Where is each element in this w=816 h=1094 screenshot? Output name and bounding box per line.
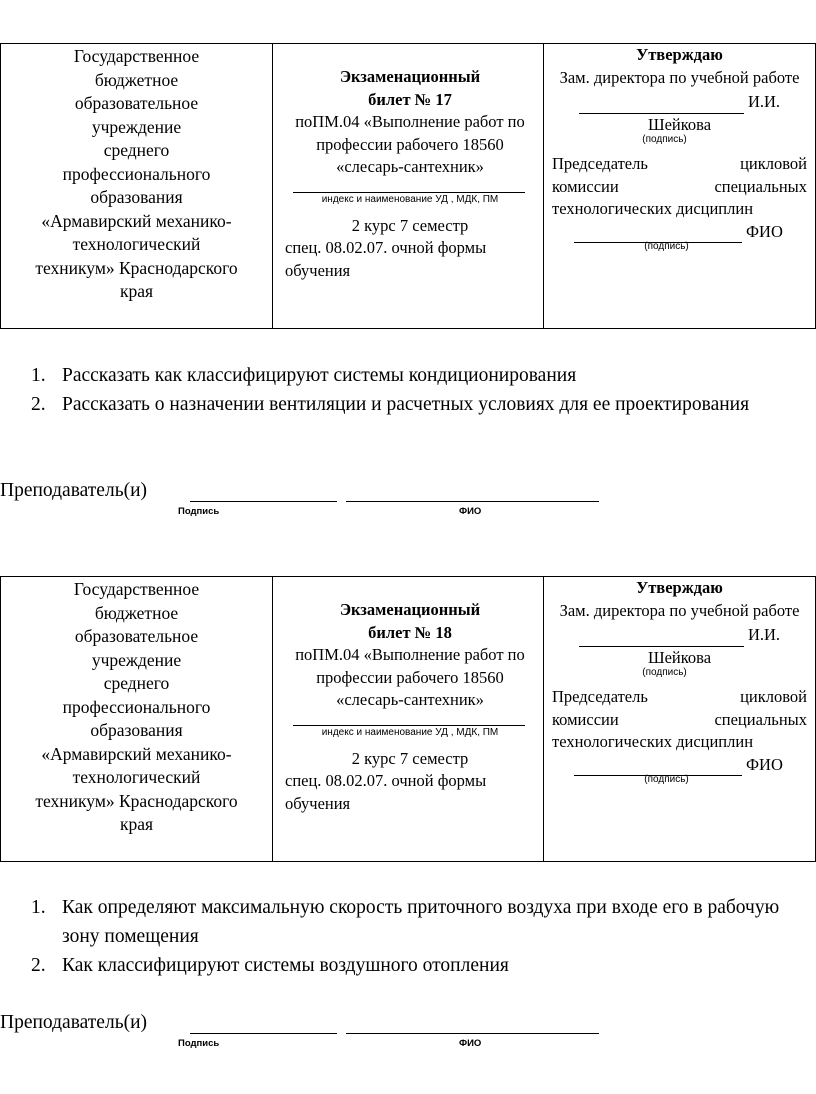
institution-line: Государственное <box>73 579 200 599</box>
institution-line: «Армавирский механико- <box>41 210 232 231</box>
fio-caption: ФИО <box>459 506 482 517</box>
institution-line: профессионального <box>62 696 211 717</box>
institution-line: образования <box>90 720 183 740</box>
question-list <box>0 893 816 980</box>
teacher-fio-line <box>346 501 599 502</box>
teacher-label: Преподаватель(и) <box>0 480 148 501</box>
deputy-signature-line <box>579 629 744 647</box>
module-name: поПМ.04 «Выполнение работ по профессии рабочего 18560 «слесарь-сантехник» <box>295 112 525 176</box>
institution-line: бюджетное <box>94 602 179 623</box>
teacher-fio-line <box>346 1033 599 1034</box>
question-list <box>0 361 816 419</box>
specialty: спец. 08.02.07. очной формы обучения <box>285 771 487 813</box>
approval-cell <box>544 44 816 329</box>
ticket-info-cell <box>273 577 544 862</box>
institution-cell <box>1 44 273 329</box>
question-item <box>0 893 816 951</box>
teacher-label: Преподаватель(и) <box>0 1012 148 1033</box>
institution-line: «Армавирский механико- <box>41 743 232 764</box>
chair-line: комиссии специальных <box>552 709 807 729</box>
institution-cell <box>1 577 273 862</box>
course-semester: 2 курс 7 семестр <box>351 748 469 768</box>
approval-cell <box>544 577 816 862</box>
ticket-header-table <box>0 43 816 329</box>
teacher-signature-line <box>190 501 337 502</box>
chair-line: технологических дисциплин <box>552 732 754 751</box>
chair-fio: ФИО <box>746 221 783 241</box>
module-caption: индекс и наименование УД , МДК, ПМ <box>321 726 499 738</box>
deputy-initials: И.И. <box>747 92 781 111</box>
signature-caption: Подпись <box>178 506 220 517</box>
approve-heading: Утверждаю <box>636 45 723 64</box>
ticket-number: билет № 18 <box>368 622 452 642</box>
institution-line: образовательное <box>74 626 199 646</box>
chair-line: комиссии специальных <box>552 176 807 196</box>
question-item <box>0 361 816 390</box>
deputy-signature-caption: (подпись) <box>642 667 687 678</box>
fio-caption: ФИО <box>459 1038 482 1049</box>
institution-line: образовательное <box>74 93 199 113</box>
ticket-title: Экзаменационный <box>339 600 481 619</box>
institution-line: учреждение <box>91 649 182 670</box>
module-caption: индекс и наименование УД , МДК, ПМ <box>321 193 499 205</box>
chair-signature-caption: (подпись) <box>644 774 689 785</box>
institution-line: учреждение <box>91 116 182 137</box>
module-name: поПМ.04 «Выполнение работ по профессии рабочего 18560 «слесарь-сантехник» <box>295 645 525 709</box>
chair-line: Председатель цикловой <box>552 154 807 173</box>
question-text: Как определяют максимальную скорость приточного воздуха при входе его в рабочую зону помещения <box>62 897 780 947</box>
institution-line: образования <box>90 187 183 207</box>
course-semester: 2 курс 7 семестр <box>351 215 469 235</box>
institution-line: среднего <box>103 673 170 693</box>
deputy-position: Зам. директора по учебной работе <box>559 600 800 620</box>
deputy-position: Зам. директора по учебной работе <box>559 67 800 87</box>
question-text: Рассказать как классифицируют системы кондиционирования <box>62 365 577 386</box>
chair-signature-caption: (подпись) <box>644 241 689 252</box>
deputy-signature-line <box>579 96 744 114</box>
institution-line: технологический <box>72 767 201 787</box>
institution-line: Государственное <box>73 46 200 66</box>
institution-line: среднего <box>103 140 170 160</box>
question-item <box>0 390 816 419</box>
question-number: 1. <box>31 365 46 386</box>
ticket-number: билет № 17 <box>368 89 452 109</box>
institution-line: профессионального <box>62 163 211 184</box>
institution-line: техникум» Краснодарского <box>35 257 238 278</box>
chair-line: технологических дисциплин <box>552 199 754 218</box>
question-number: 2. <box>31 394 46 415</box>
deputy-surname: Шейкова <box>647 647 712 667</box>
institution-line: края <box>119 814 154 834</box>
question-number: 2. <box>31 955 46 976</box>
ticket-info-cell <box>273 44 544 329</box>
institution-line: края <box>119 281 154 301</box>
question-item <box>0 951 816 980</box>
chair-fio: ФИО <box>746 754 783 774</box>
institution-line: техникум» Краснодарского <box>35 790 238 811</box>
signature-caption: Подпись <box>178 1038 220 1049</box>
ticket-title: Экзаменационный <box>339 67 481 86</box>
question-text: Рассказать о назначении вентиляции и расчетных условиях для ее проектирования <box>62 394 750 415</box>
institution-line: технологический <box>72 234 201 254</box>
ticket-header-table <box>0 576 816 862</box>
deputy-surname: Шейкова <box>647 114 712 134</box>
teacher-signature-line <box>190 1033 337 1034</box>
institution-line: бюджетное <box>94 69 179 90</box>
question-number: 1. <box>31 897 46 918</box>
specialty: спец. 08.02.07. очной формы обучения <box>285 238 487 280</box>
chair-line: Председатель цикловой <box>552 687 807 706</box>
deputy-initials: И.И. <box>747 625 781 644</box>
deputy-signature-caption: (подпись) <box>642 134 687 145</box>
question-text: Как классифицируют системы воздушного отопления <box>62 955 509 976</box>
approve-heading: Утверждаю <box>636 578 723 597</box>
